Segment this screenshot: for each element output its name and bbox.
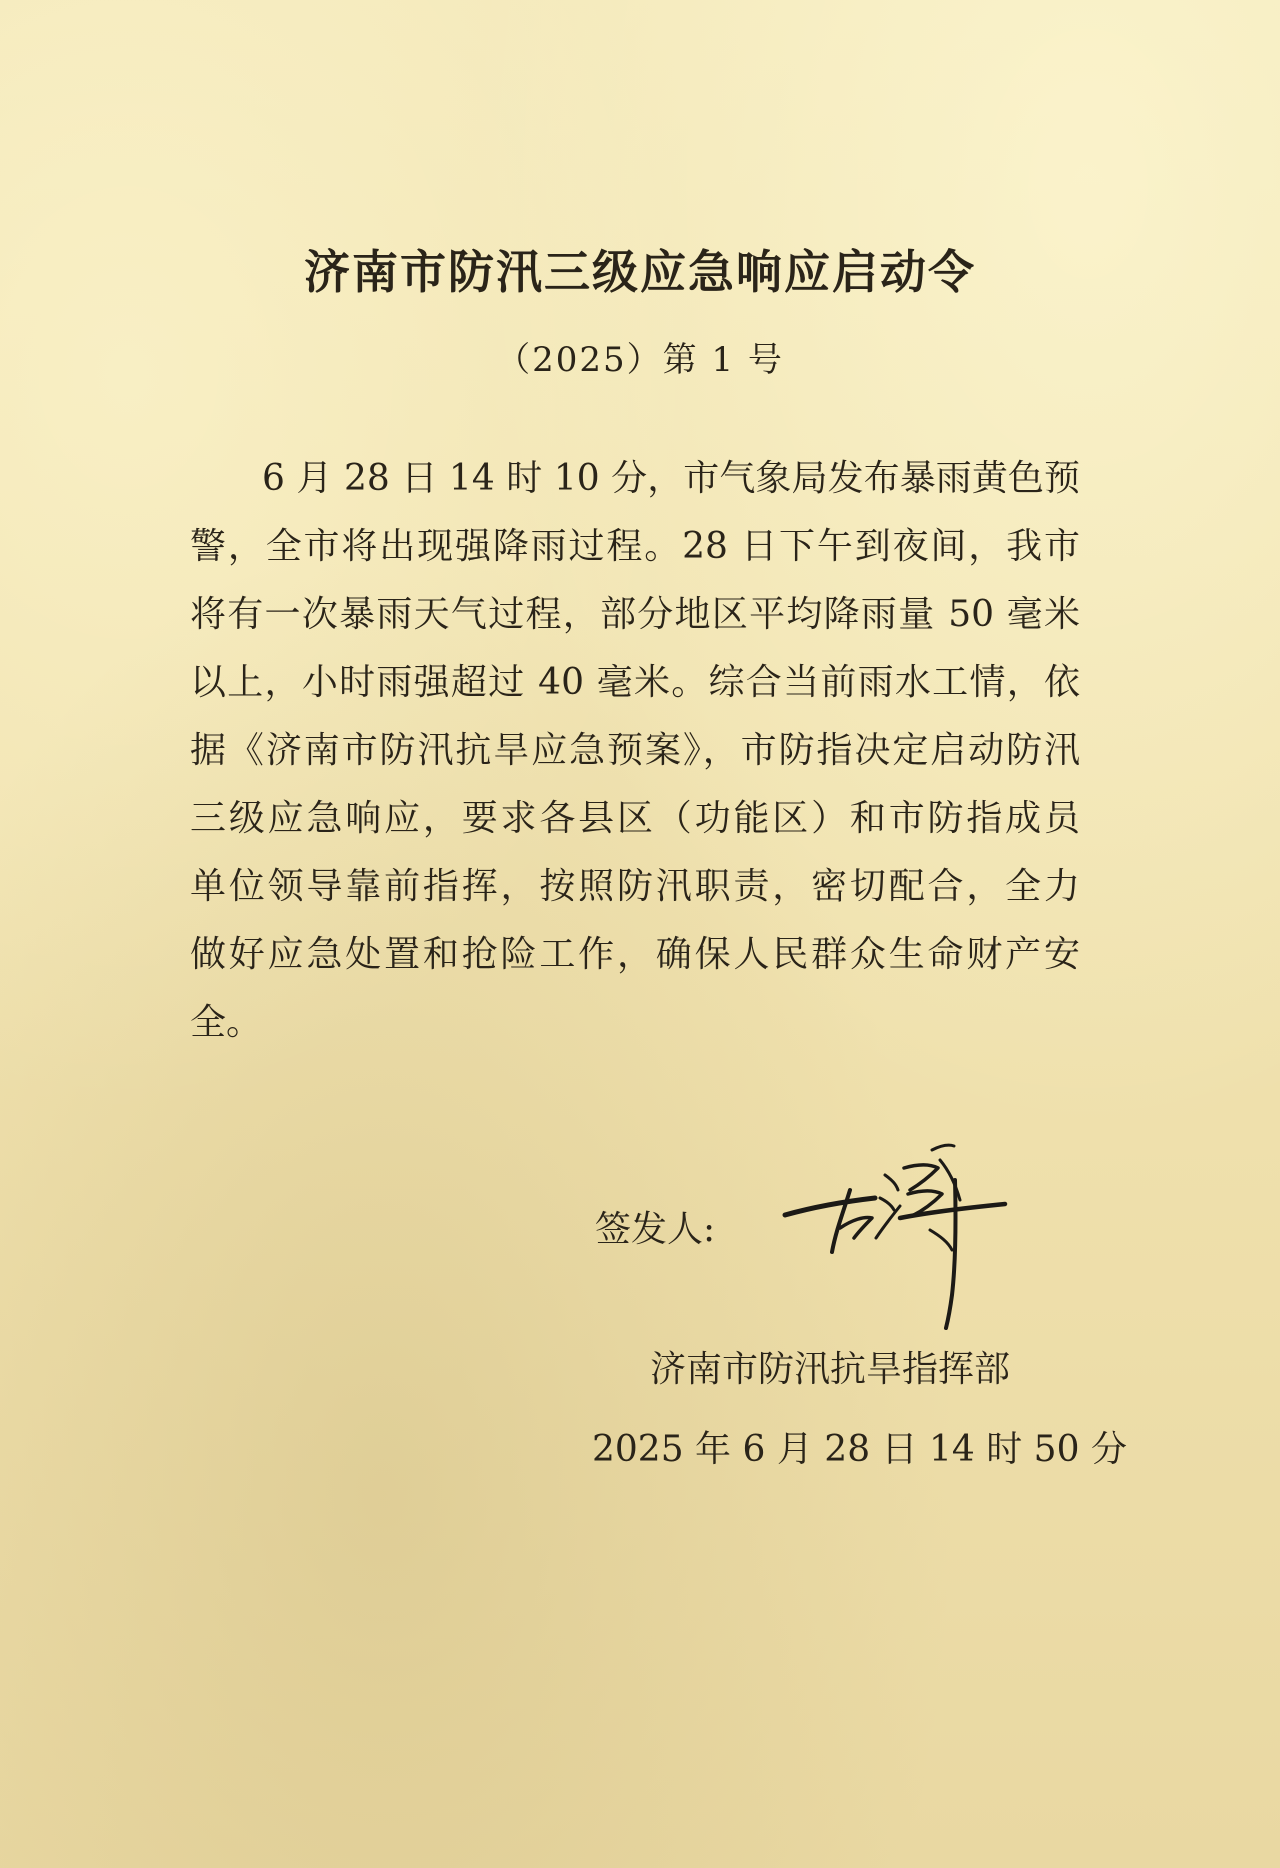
issuing-organization: 济南市防汛抗旱指挥部: [650, 1349, 1011, 1390]
body-line: 单位领导靠前指挥，按照防汛职责，密切配合，全力: [190, 866, 1080, 907]
body-line: 全。: [190, 1002, 263, 1043]
body-line: 三级应急响应，要求各县区（功能区）和市防指成员: [190, 798, 1080, 839]
document-number: （2025）第 1 号: [496, 340, 784, 380]
body-line: 以上，小时雨强超过 40 毫米。综合当前雨水工情，依: [190, 662, 1080, 703]
document-title: 济南市防汛三级应急响应启动令: [304, 245, 976, 299]
body-line: 将有一次暴雨天气过程，部分地区平均降雨量 50 毫米: [190, 594, 1080, 635]
issue-date: 2025 年 6 月 28 日 14 时 50 分: [592, 1429, 1127, 1470]
signer-label: 签发人:: [595, 1209, 716, 1250]
body-line: 6 月 28 日 14 时 10 分，市气象局发布暴雨黄色预: [262, 458, 1080, 499]
body-line: 据《济南市防汛抗旱应急预案》，市防指决定启动防汛: [190, 730, 1080, 771]
body-line: 做好应急处置和抢险工作，确保人民群众生命财产安: [190, 934, 1080, 975]
document-body: [190, 445, 1080, 1057]
body-line: 警，全市将出现强降雨过程。28 日下午到夜间，我市: [190, 526, 1080, 567]
handwritten-signature: [780, 1120, 1020, 1340]
